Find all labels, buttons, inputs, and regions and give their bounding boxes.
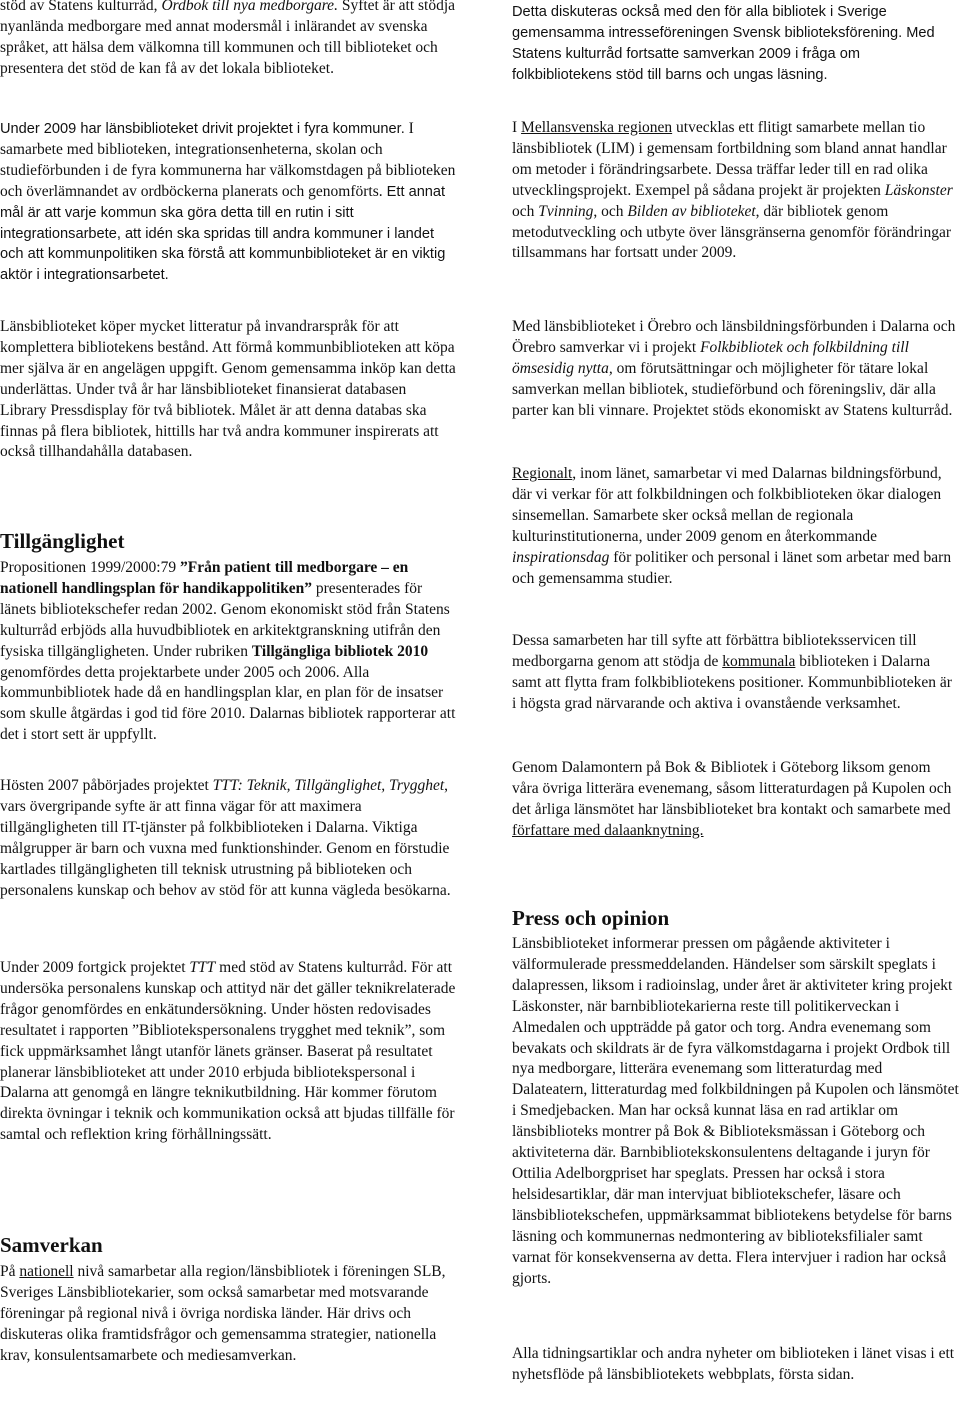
paragraph-projekt-fyra-kommuner: Under 2009 har länsbiblioteket drivit projektet i fyra kommuner. I samarbete med biblioteken, integrationsenheterna, skolan och studieförbunden i de fyra kommunerna har välkomstdagen på biblioteken och överlämnandet av ordböckerna planerats och genomförts. Ett annat mål är att varje kommun ska göra detta till en rutin i sitt integrationsarbete, att idén ska spridas till andra kommuner i landet och att kommunpolitiken ska förstå att kommunbiblioteket är en viktig aktör i integrationsarbetet.: [0, 120, 456, 284]
paragraph-kommunala: Dessa samarbeten har till syfte att förbättra biblioteksservicen till medborgarna genom att stödja de kommunala biblioteken i Dalarna samt att flytta fram folkbibliotekens positioner. Kommunbiblioteken är i högsta grad närvarande och aktiva i ovanstående verksamhet.: [512, 632, 952, 712]
paragraph-litteratur-invandrarsprak: Länsbiblioteket köper mycket litteratur på invandrarspråk för att komplettera bibliotekens bestånd. Att förmå kommunbiblioteken att köpa mer själva är en angelägen uppgift. Genom gemensamma inköp kan detta underlättas. Under två år har länsbiblioteket finansierat databasen Library Pressdisplay för två bibliotek. Målet är att denna databas ska finnas på flera bibliotek, hittills har två andra kommuner inspirerats att också tillhandahålla databasen.: [0, 318, 456, 461]
paragraph-ttt-2009: Under 2009 fortgick projektet TTT med stöd av Statens kulturråd. För att undersöka personalens kunskap och attityd när det gäller teknikrelaterade frågor genomfördes en enkätundersökning. Under hösten redovisades resultatet i rapporten ”Bibliotekspersonalens trygghet med teknik”, som fick uppmärksamhet långt utanför länets gränser. Baserat på resultatet planerar länsbiblioteket att under 2010 erbjuda bibliotekspersonal i Dalarna att genomgå en längre teknikutbildning. Här kommer förutom direkta övningar i teknik och kommunikation också att bjudas tillfälle för samtal och reflektion kring förhållningssätt.: [0, 959, 456, 1144]
heading-tillganglighet: Tillgänglighet: [0, 529, 125, 553]
paragraph-orebro-samverkan: Med länsbiblioteket i Örebro och länsbildningsförbunden i Dalarna och Örebro samverkar vi i projekt Folkbibliotek och folkbildning till ömsesidig nytta, om förutsättningar och möjligheter för tätare lokal samverkan mellan bibliotek, studieförbund och föreningsliv, där alla parter kan bli vinnare. Projektet stöds ekonomiskt av Statens kulturråd.: [512, 318, 956, 419]
paragraph-regionalt: Regionalt, inom länet, samarbetar vi med Dalarnas bildningsförbund, där vi verkar för att folkbildningen och folkbiblioteken ökar dialogen sinsemellan. Samarbete sker också mellan de regionala kulturinstitutionerna, under 2009 genom en återkommande inspirationsdag för politiker och personal i länet som arbetar med barn och gemensamma studier.: [512, 465, 952, 587]
paragraph-nationell-samverkan: På nationell nivå samarbetar alla region/länsbibliotek i föreningen SLB, Sveriges Länsbibliotekarier, som också samarbetar med motsvarande föreningar på regional nivå i övriga nordiska länder. Här drivs och diskuteras olika framtidsfrågor och gemensamma strategier, nationella krav, konsulentsamarbete och mediesamverkan.: [0, 1263, 446, 1364]
paragraph-nyhetsflode: Alla tidningsartiklar och andra nyheter om biblioteken i länet visas i ett nyhetsflöde på länsbibliotekets webbplats, första sidan.: [512, 1345, 955, 1383]
paragraph-mellansvenska: I Mellansvenska regionen utvecklas ett flitigt samarbete mellan tio länsbibliotek (LIM) i gemensam fortbildning som bland annat handlar om metoder i förändringsarbete. Dessa träffar leder till en rad olika utvecklingsprojekt. Exempel på sådana projekt är projekten Läskonster och Tvinning, och Bilden av biblioteket, där bibliotek genom metodutveckling och utbyte över länsgränserna genomför förändringar tillsammans har fortsatt under 2009.: [512, 119, 953, 262]
paragraph-ordbok-intro: stöd av Statens kulturråd, Ordbok till nya medborgare. Syftet är att stödja nyanlända medborgare med annat modersmål i inlärandet av svenska språket, att hälsa dem välkomna till kommunen och till biblioteket och presentera det stöd de kan få av det lokala biblioteket.: [0, 0, 456, 77]
paragraph-biblioteksforening: Detta diskuteras också med den för alla bibliotek i Sverige gemensamma intresseföreningen Svensk biblioteksförening. Med Statens kulturråd fortsatte samverkan 2009 i fråga om folkbibliotekens stöd till barns och ungas läsning.: [512, 4, 935, 83]
paragraph-ttt-2007: Hösten 2007 påbörjades projektet TTT: Teknik, Tillgänglighet, Trygghet, vars övergripande syfte är att finna vägar för att maximera tillgängligheten till IT-tjänster på folkbiblioteken i Dalarna. Viktiga målgrupper är barn och vuxna med funktionshinder. Genom en förstudie kartlades tillgängligheten till teknisk utrustning på biblioteken och personalens kunskap och behov av stöd för att kunna vägleda besökarna.: [0, 777, 451, 899]
paragraph-pressmeddelanden: Länsbiblioteket informerar pressen om pågående aktiviteter i välformulerade pressmeddelanden. Händelser som särskilt speglats i dalapressen, liksom i radioinslag, under året är aktiviteter kring projekt Läskonster, när barnbibliotekarierna reste till politikerveckan i Almedalen och uppträdde på gator och torg. Andra evenemang som bevakats och skildrats är de fyra välkomstdagarna i projekt Ordbok till nya medborgare, litterära evenemang som litteraturdag med Dalateatern, litteraturdag med folkbildningen på Kupolen och länsmötet i Smedjebacken. Man har också kunnat läsa en rad artiklar om länsbiblioteks montrer på Bok & Biblioteksmässan i Göteborg och aktiviteterna där. Barnbibliotekskonsulentens deltagande i juryn för Ottilia Adelborgpriset har speglats. Pressen har också i stora helsidesartiklar, där man intervjuat bibliotekschefer, läsare och länsbibliotekschefen, uppmärksammat bibliotekens betydelse för barns läsning och kommunernas nedmontering av biblioteksfilialer samt varnat för konsekvenserna av detta. Flera intervjuer i radion har också gjorts.: [512, 935, 959, 1287]
heading-press-och-opinion: Press och opinion: [512, 906, 670, 930]
paragraph-propositionen: Propositionen 1999/2000:79 ”Från patient till medborgare – en nationell handlingsplan för handikappolitiken” presenterades för länets bibliotekschefer redan 2002. Genom ekonomiskt stöd från Statens kulturråd erbjöds alla huvudbibliotek en arkitektgranskning utifrån den fysiska tillgängligheten. Under rubriken Tillgängliga bibliotek 2010 genomfördes detta projektarbete under 2005 och 2006. Alla kommunbibliotek hade då en handlingsplan klar, en plan för de insatser som skulle åtgärdas i god tid före 2010. Dalarnas bibliotek rapporterar att det i stort sett är uppfyllt.: [0, 559, 456, 744]
paragraph-dalamontern: Genom Dalamontern på Bok & Bibliotek i Göteborg liksom genom våra övriga litterära evenemang, såsom litteraturdagen på Kupolen och det årliga länsmötet har länsbiblioteket bra kontakt och samarbete med författare med dalaanknytning.: [512, 759, 952, 839]
heading-samverkan: Samverkan: [0, 1233, 103, 1257]
